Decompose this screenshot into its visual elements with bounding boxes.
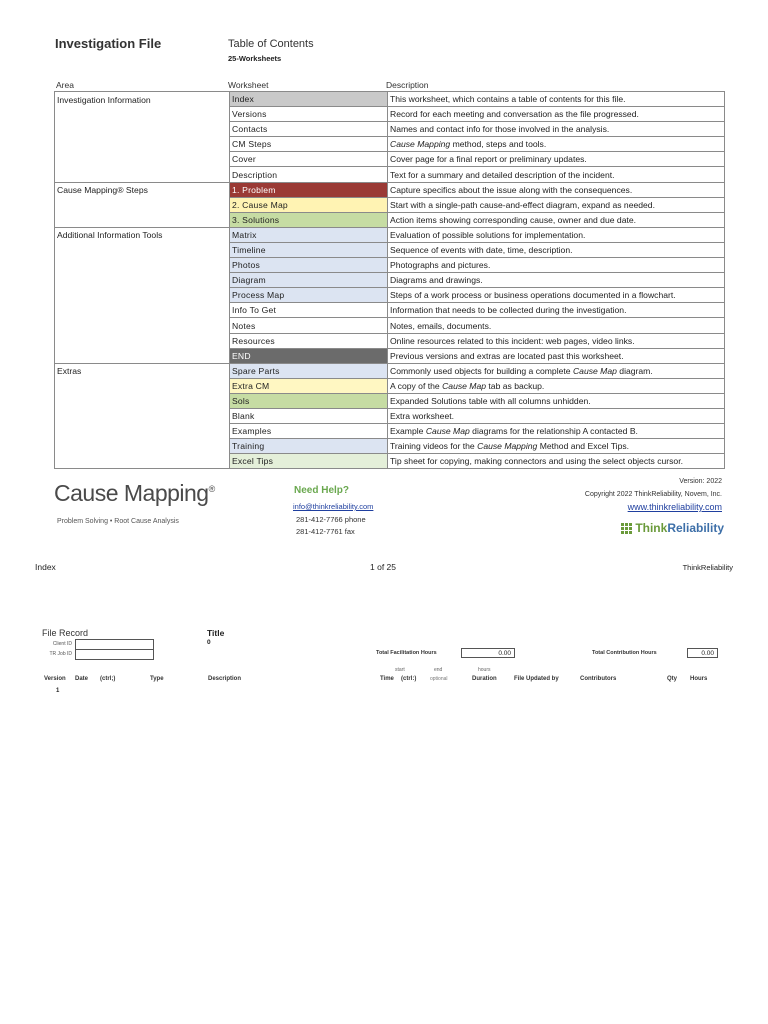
toc-row: [55, 167, 725, 182]
title-label: Title: [207, 628, 225, 638]
toc-worksheet-link[interactable]: Versions: [230, 107, 388, 122]
toc-description-cell: Information that needs to be collected during the investigation.: [388, 303, 725, 318]
toc-title: Table of Contents: [228, 38, 314, 50]
toc-row: [55, 348, 725, 363]
help-email-link[interactable]: info@thinkreliability.com: [293, 502, 374, 511]
footer-sheet-name: Index: [35, 562, 56, 572]
toc-worksheet-link[interactable]: Training: [230, 439, 388, 454]
col-ctrl-date: (ctrl;): [100, 676, 116, 682]
toc-row: [55, 122, 725, 137]
toc-row: [55, 454, 725, 469]
toc-worksheet-link[interactable]: Cover: [230, 152, 388, 167]
toc-description-cell: Diagrams and drawings.: [388, 273, 725, 288]
col-date: Date: [75, 676, 89, 682]
thinkreliability-logo: ThinkReliability: [621, 521, 724, 535]
toc-description-cell: Example Cause Map diagrams for the relationship A contacted B.: [388, 424, 725, 439]
toc-description-cell: Record for each meeting and conversation as the file progressed.: [388, 107, 725, 122]
col-qty: Qty: [667, 676, 678, 682]
toc-row: [55, 424, 725, 439]
toc-row: [55, 439, 725, 454]
col-optional: optional: [430, 676, 448, 682]
toc-worksheet-link[interactable]: Spare Parts: [230, 363, 388, 378]
footer-page-number: 1 of 25: [370, 562, 396, 572]
toc-area-cell: [55, 197, 230, 212]
col-type: Type: [150, 676, 164, 682]
toc-worksheet-link[interactable]: Description: [230, 167, 388, 182]
col-hours: Hours: [690, 676, 708, 682]
toc-area-cell: [55, 212, 230, 227]
toc-row: [55, 242, 725, 257]
toc-area-cell: [55, 408, 230, 423]
help-title: Need Help?: [294, 485, 350, 496]
toc-area-cell: [55, 242, 230, 257]
toc-worksheet-link[interactable]: Resources: [230, 333, 388, 348]
help-fax: 281-412-7761 fax: [296, 527, 355, 536]
toc-area-cell: [55, 348, 230, 363]
toc-description-cell: Notes, emails, documents.: [388, 318, 725, 333]
toc-area-cell: [55, 152, 230, 167]
toc-description-cell: Text for a summary and detailed description of the incident.: [388, 167, 725, 182]
version-text: Version: 2022: [679, 478, 722, 485]
toc-area-cell: [55, 393, 230, 408]
toc-worksheet-link[interactable]: Blank: [230, 408, 388, 423]
toc-worksheet-link[interactable]: Excel Tips: [230, 454, 388, 469]
toc-area-cell: [55, 439, 230, 454]
toc-row: [55, 92, 725, 107]
col-version: Version: [44, 676, 66, 682]
toc-description-cell: Start with a single-path cause-and-effect diagram, expand as needed.: [388, 197, 725, 212]
toc-area-cell: [55, 258, 230, 273]
toc-row: [55, 227, 725, 242]
tr-job-id-label: TR Job ID: [49, 651, 72, 657]
column-header-worksheet: Worksheet: [228, 80, 269, 90]
footer-company: ThinkReliability: [682, 563, 733, 572]
toc-subtitle: 25-Worksheets: [228, 54, 282, 63]
column-header-area: Area: [56, 80, 74, 90]
toc-area-cell: Investigation Information: [55, 92, 230, 107]
toc-description-cell: Sequence of events with date, time, description.: [388, 242, 725, 257]
toc-area-cell: [55, 333, 230, 348]
toc-row: [55, 378, 725, 393]
toc-row: [55, 273, 725, 288]
toc-worksheet-link[interactable]: Extra CM: [230, 378, 388, 393]
toc-description-cell: Cover page for a final report or preliminary updates.: [388, 152, 725, 167]
toc-description-cell: Names and contact info for those involved in the analysis.: [388, 122, 725, 137]
hours-sublabel: hours: [478, 667, 491, 673]
toc-area-cell: [55, 288, 230, 303]
col-file-updated-by: File Updated by: [514, 676, 559, 682]
toc-description-cell: Previous versions and extras are located past this worksheet.: [388, 348, 725, 363]
toc-area-cell: [55, 273, 230, 288]
toc-worksheet-link[interactable]: Contacts: [230, 122, 388, 137]
toc-area-cell: [55, 167, 230, 182]
toc-description-cell: Steps of a work process or business operations documented in a flowchart.: [388, 288, 725, 303]
cause-mapping-logo: Cause Mapping®: [54, 480, 215, 506]
page-title: Investigation File: [55, 36, 162, 51]
help-phone: 281-412-7766 phone: [296, 515, 366, 524]
col-contributors: Contributors: [580, 676, 617, 682]
toc-area-cell: Cause Mapping® Steps: [55, 182, 230, 197]
toc-description-cell: Extra worksheet.: [388, 408, 725, 423]
website-link[interactable]: www.thinkreliability.com: [627, 502, 722, 512]
col-description: Description: [208, 676, 242, 682]
toc-area-cell: Additional Information Tools: [55, 227, 230, 242]
toc-row: [55, 408, 725, 423]
grid-mark-icon: [621, 523, 632, 534]
toc-row: [55, 212, 725, 227]
toc-area-cell: Extras: [55, 363, 230, 378]
toc-row: [55, 393, 725, 408]
toc-row: [55, 333, 725, 348]
toc-worksheet-link[interactable]: Timeline: [230, 242, 388, 257]
toc-row: [55, 152, 725, 167]
toc-worksheet-link[interactable]: Matrix: [230, 227, 388, 242]
toc-worksheet-link[interactable]: Index: [230, 92, 388, 107]
toc-description-cell: This worksheet, which contains a table of contents for this file.: [388, 92, 725, 107]
copyright-text: Copyright 2022 ThinkReliability, Novem, Inc.: [584, 491, 722, 498]
toc-description-cell: Action items showing corresponding cause, owner and due date.: [388, 212, 725, 227]
file-record-title: File Record: [42, 628, 89, 638]
toc-area-cell: [55, 378, 230, 393]
start-sublabel: start: [395, 667, 405, 673]
toc-area-cell: [55, 318, 230, 333]
toc-row: [55, 318, 725, 333]
contribution-hours-label: Total Contribution Hours: [592, 650, 657, 656]
toc-worksheet-link[interactable]: Sols: [230, 393, 388, 408]
toc-worksheet-link[interactable]: END: [230, 348, 388, 363]
end-sublabel: end: [434, 667, 443, 673]
record-row-number: 1: [56, 688, 60, 694]
toc-area-cell: [55, 122, 230, 137]
toc-row: [55, 107, 725, 122]
toc-worksheet-link[interactable]: 3. Solutions: [230, 212, 388, 227]
toc-worksheet-link[interactable]: 1. Problem: [230, 182, 388, 197]
toc-worksheet-link[interactable]: 2. Cause Map: [230, 197, 388, 212]
facilitation-hours-label: Total Facilitation Hours: [376, 650, 437, 656]
toc-worksheet-link[interactable]: Photos: [230, 258, 388, 273]
toc-worksheet-link[interactable]: Info To Get: [230, 303, 388, 318]
toc-row: [55, 258, 725, 273]
toc-worksheet-link[interactable]: Diagram: [230, 273, 388, 288]
tr-job-id-field[interactable]: [75, 649, 154, 660]
toc-worksheet-link[interactable]: Examples: [230, 424, 388, 439]
toc-description-cell: Cause Mapping method, steps and tools.: [388, 137, 725, 152]
toc-row: [55, 288, 725, 303]
toc-area-cell: [55, 303, 230, 318]
toc-row: [55, 303, 725, 318]
toc-row: [55, 182, 725, 197]
toc-area-cell: [55, 137, 230, 152]
column-header-description: Description: [386, 80, 429, 90]
toc-worksheet-link[interactable]: CM Steps: [230, 137, 388, 152]
toc-description-cell: Evaluation of possible solutions for implementation.: [388, 227, 725, 242]
toc-table: [54, 91, 725, 469]
toc-description-cell: Online resources related to this incident: web pages, video links.: [388, 333, 725, 348]
toc-worksheet-link[interactable]: Process Map: [230, 288, 388, 303]
col-ctrl-time: (ctrl:): [401, 676, 417, 682]
toc-row: [55, 137, 725, 152]
client-id-label: Client ID: [52, 641, 72, 647]
toc-area-cell: [55, 424, 230, 439]
toc-description-cell: A copy of the Cause Map tab as backup.: [388, 378, 725, 393]
toc-description-cell: Training videos for the Cause Mapping Method and Excel Tips.: [388, 439, 725, 454]
col-time: Time: [380, 676, 394, 682]
toc-row: [55, 197, 725, 212]
title-value: 0: [207, 639, 211, 646]
contribution-hours-field[interactable]: 0.00: [687, 648, 718, 658]
logo-tagline: Problem Solving • Root Cause Analysis: [57, 518, 179, 525]
toc-description-cell: Tip sheet for copying, making connectors and using the select objects cursor.: [388, 454, 725, 469]
facilitation-hours-field[interactable]: 0.00: [461, 648, 515, 658]
toc-description-cell: Capture specifics about the issue along with the consequences.: [388, 182, 725, 197]
toc-area-cell: [55, 107, 230, 122]
toc-area-cell: [55, 454, 230, 469]
toc-row: [55, 363, 725, 378]
toc-description-cell: Photographs and pictures.: [388, 258, 725, 273]
toc-description-cell: Expanded Solutions table with all columns unhidden.: [388, 393, 725, 408]
col-duration: Duration: [472, 676, 497, 682]
toc-worksheet-link[interactable]: Notes: [230, 318, 388, 333]
toc-description-cell: Commonly used objects for building a complete Cause Map diagram.: [388, 363, 725, 378]
